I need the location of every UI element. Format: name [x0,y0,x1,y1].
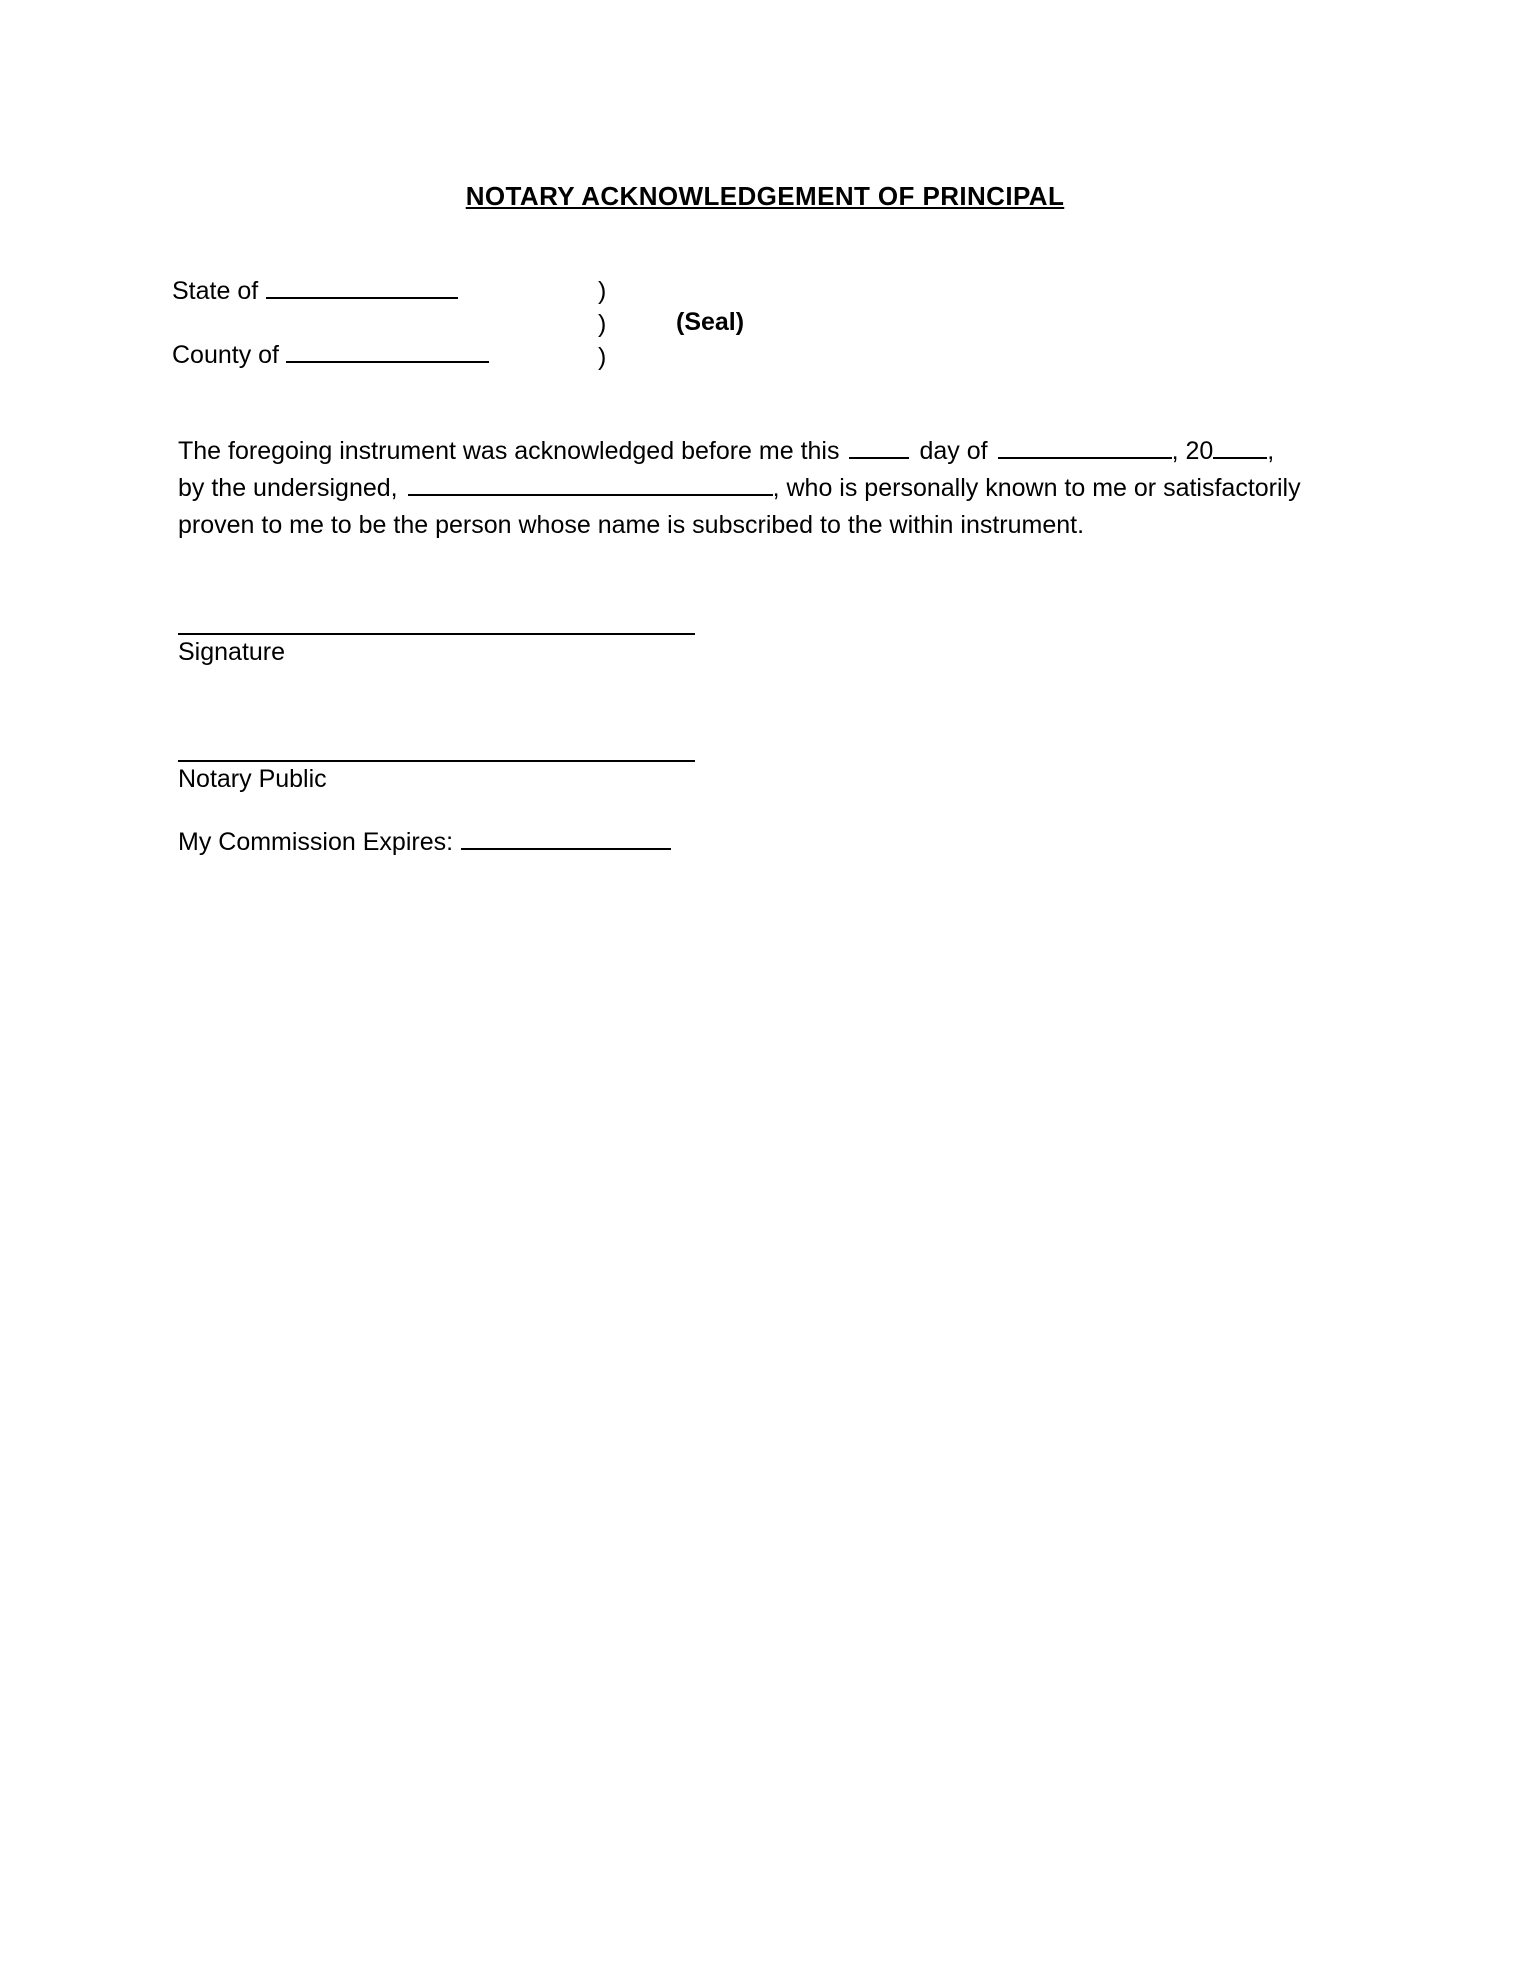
day-field[interactable] [849,437,909,459]
notary-public-label: Notary Public [178,765,327,793]
principal-name-field[interactable] [408,474,773,496]
acknowledgement-line-3 [178,511,1084,540]
ack-text-after-day: day of [919,437,988,465]
signature-block [178,633,695,667]
venue-state-row [172,277,458,306]
ack-text-line1-end: , [1267,437,1275,465]
ack-text-after-month: , 20 [1171,437,1214,465]
venue-bracket-2: ) [598,310,607,338]
state-label: State of [172,277,259,305]
venue-county-row [172,341,489,370]
commission-expiry-field[interactable] [461,828,671,850]
ack-text-after-name: , who is personally known to me or satisfactorily [772,474,1301,502]
state-field[interactable] [266,277,458,299]
ack-text-line3: proven to me to be the person whose name is subscribed to the within instrument. [178,511,1085,539]
notary-block [178,760,695,794]
ack-text-before-day: The foregoing instrument was acknowledged before me this [178,437,840,465]
year-field[interactable] [1213,437,1267,459]
venue-bracket-1: ) [598,277,607,305]
county-label: County of [172,341,280,369]
month-field[interactable] [998,437,1172,459]
acknowledgement-line-2 [178,474,1301,503]
signature-line[interactable] [178,633,695,635]
signature-label: Signature [178,638,286,666]
commission-expires-label: My Commission Expires: [178,828,454,856]
county-field[interactable] [286,341,489,363]
commission-row [178,828,671,857]
document-title: NOTARY ACKNOWLEDGEMENT OF PRINCIPAL [465,181,1065,211]
seal-label: (Seal) [676,308,745,336]
notary-signature-line[interactable] [178,760,695,762]
acknowledgement-line-1 [178,437,1274,466]
venue-bracket-3: ) [598,343,607,371]
ack-text-before-name: by the undersigned, [178,474,398,502]
